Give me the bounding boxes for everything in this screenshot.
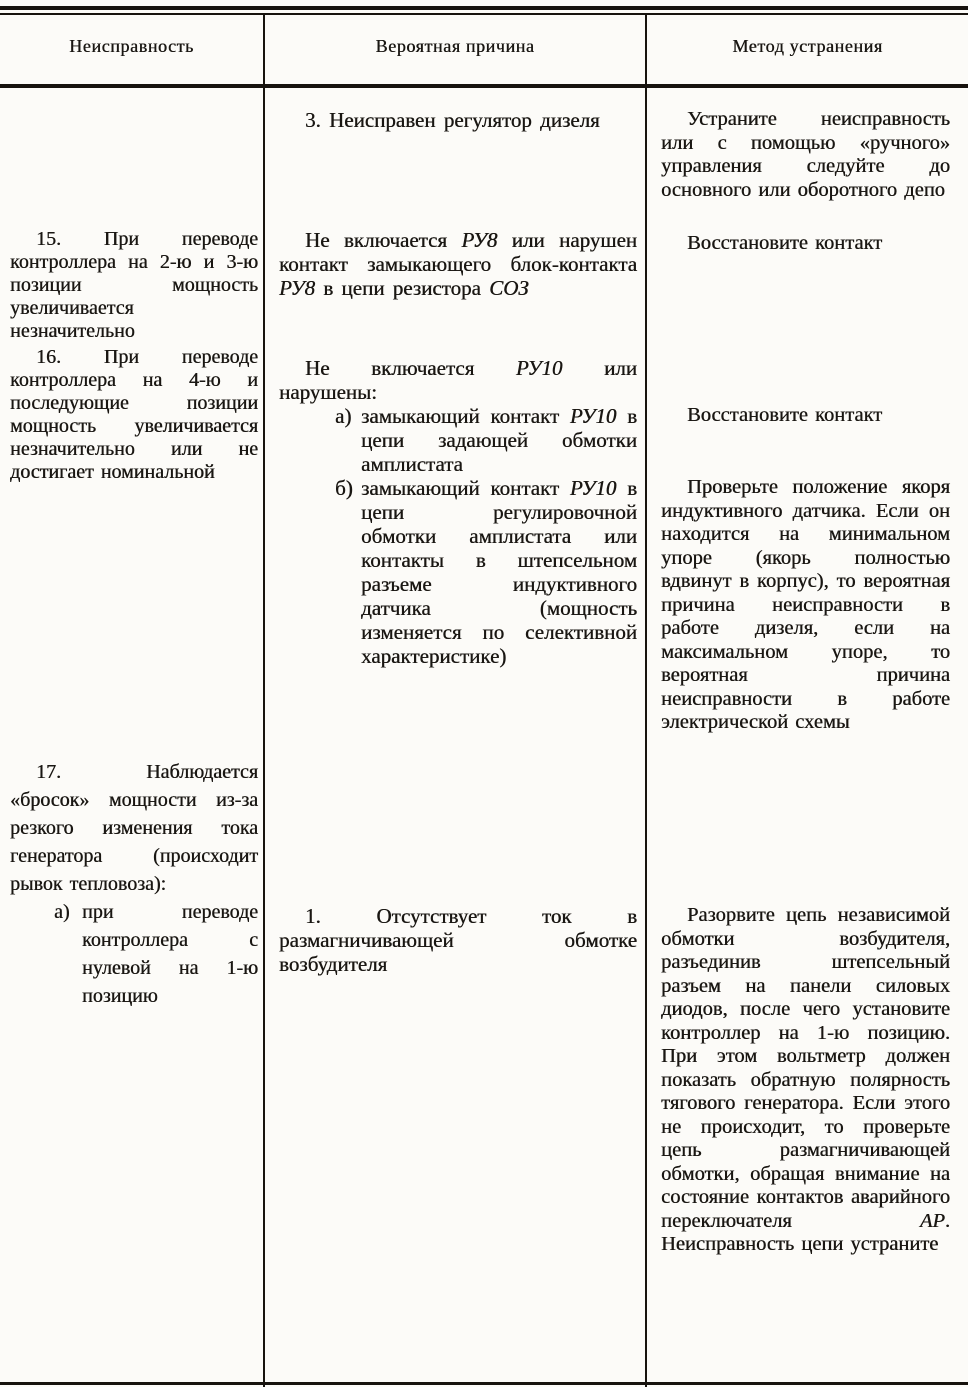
cell-cause-no-current — [279, 904, 637, 976]
fix-restore-contact-2-text: Восстановите контакт — [687, 404, 883, 426]
cause-ru8-seg-4: в цепи резистора — [314, 276, 490, 300]
fault-15-text: 15. При переводе контроллера на 2-ю и 3-ю позиции мощность увеличивается незначительно — [10, 228, 258, 342]
fault-17-item-a — [54, 898, 258, 1010]
cause-ru10-seg-0: Не включается — [305, 356, 516, 380]
cell-fault-15 — [10, 228, 258, 343]
relay-designation-ru10-a: РУ10 — [569, 404, 617, 428]
fix-1-text — [661, 904, 950, 1257]
cell-fix-demagnetizing-circuit — [661, 904, 950, 1257]
fault-17-item-a-text: при переводе контроллера с нулевой на 1-ю позицию — [82, 901, 258, 1007]
cause-1-text: 1. Отсутствует ток в размагничивающей обмотке возбудителя — [279, 904, 637, 976]
list-marker-a: а) — [335, 404, 352, 428]
cell-fix-manual-control — [661, 108, 950, 202]
cause-ru10-b-seg-0: замыкающий контакт — [361, 476, 570, 500]
cause-ru10-item-b — [335, 476, 637, 668]
fault-17-text: 17. Наблюдается «бросок» мощности из-за резкого изменения тока генератора (происходит рывок тепловоза): — [10, 761, 258, 895]
cell-cause-ru10 — [279, 356, 637, 668]
resistor-designation-soz: СОЗ — [489, 276, 529, 300]
header-bottom-rule — [0, 84, 968, 88]
table-bottom-rule — [0, 1382, 968, 1385]
cell-cause-diesel-regulator — [279, 108, 637, 132]
cause-ru10-b-seg-2: в цепи регулировочной обмотки амплистата или контакты в штепсельном разъеме индуктивного датчика (мощность изменяется по селективной характеристике) — [361, 476, 637, 668]
cell-fix-restore-contact-1 — [661, 232, 950, 256]
cause-ru8-seg-0: Не включается — [305, 228, 462, 252]
fix-1-seg-0: Разорвите цепь независимой обмотки возбудителя, разъединив штепсельный разъем на панели силовых диодов, после чего установите контроллер на 1-ю позицию. При этом вольтметр должен показать обратную полярность тягового генератора. Если этого не происходит, то проверьте цепь размагничивающей обмотки, обращая внимание на состояние контактов аварийного переключателя — [661, 904, 950, 1232]
cause-ru10-a-seg-0: замыкающий контакт — [361, 404, 570, 428]
column-header-remedy: Метод устранения — [732, 36, 883, 56]
fix-1-seg-2: . Неисправность цепи устраните — [661, 1209, 950, 1255]
fix-inductive-sensor-text: Проверьте положение якоря индуктивного датчика. Если он находится на минимальном упоре (якорь полностью вдвинут в корпус), то вероятная причина неисправности в работе дизеля, если на максимальном упоре, то вероятная причина неисправности в работе электрической схемы — [661, 476, 950, 733]
cell-fix-restore-contact-2 — [661, 404, 950, 428]
list-marker-b: б) — [335, 476, 353, 500]
relay-designation-ru8: РУ8 — [461, 228, 498, 252]
column-header-fault: Неисправность — [69, 36, 194, 56]
cell-fault-16 — [10, 346, 258, 484]
cause-ru10-a-seg-2: в цепи задающей обмотки амплистата — [361, 404, 637, 476]
column-divider-1 — [263, 15, 265, 1387]
switch-designation-ar: АР — [919, 1209, 945, 1232]
cause-ru10-intro — [279, 356, 637, 404]
cause-ru10-item-a — [335, 404, 637, 476]
cause-ru10-seg-2: или нарушены: — [279, 356, 637, 404]
fix-3-text: Устраните неисправность или с помощью «ручного» управления следуйте до основного или оборотного депо — [661, 108, 950, 201]
fix-restore-contact-1-text: Восстановите контакт — [687, 232, 883, 254]
table-top-rule-outer — [0, 6, 968, 10]
cause-3-text: 3. Неисправен регулятор дизеля — [305, 108, 600, 132]
relay-designation-ru8-2: РУ8 — [279, 276, 315, 300]
cell-fix-inductive-sensor — [661, 476, 950, 735]
cell-cause-ru8 — [279, 228, 637, 300]
cause-ru8-seg-2: или нарушен контакт замыкающего блок-контакта — [279, 228, 638, 276]
fault-16-text: 16. При переводе контроллера на 4-ю и последующие позиции мощность увеличивается незначительно или не достигает номинальной — [10, 346, 258, 483]
cause-ru10-item-a-text — [361, 404, 637, 476]
cause-ru10-item-b-text — [361, 476, 637, 668]
cell-fault-17 — [10, 758, 258, 1010]
column-divider-2 — [645, 15, 647, 1387]
column-header-cause: Вероятная причина — [375, 36, 535, 56]
list-marker-a-fault17: а) — [54, 901, 70, 923]
cause-ru8-text — [279, 228, 637, 300]
relay-designation-ru10-b: РУ10 — [569, 476, 617, 500]
relay-designation-ru10: РУ10 — [515, 356, 563, 380]
table-top-rule-inner — [0, 13, 968, 15]
